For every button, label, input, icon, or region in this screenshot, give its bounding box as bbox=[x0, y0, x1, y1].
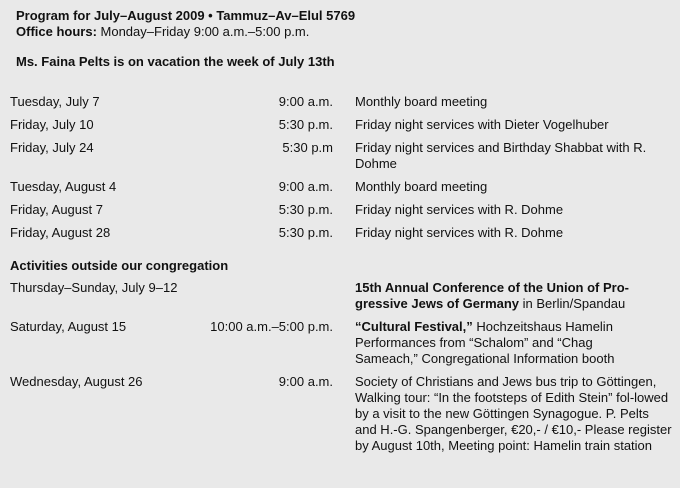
office-hours-label: Office hours: bbox=[16, 24, 97, 39]
outside-description-rest: Hochzeitshaus Hamelin Performances from “Schalom” and “Chag Sameach,” Congregational Information booth bbox=[355, 319, 615, 366]
event-date: Friday, July 10 bbox=[10, 117, 94, 132]
event-time: 9:00 a.m. bbox=[278, 94, 333, 109]
event-description: Friday night services with R. Dohme bbox=[355, 202, 564, 217]
event-date: Friday, August 7 bbox=[10, 202, 103, 217]
office-hours-value: Monday–Friday 9:00 a.m.–5:00 p.m. bbox=[96, 24, 310, 39]
outside-date: Wednesday, August 26 bbox=[10, 374, 143, 389]
outside-description-bold: 15th Annual Conference of the Union of Pro-gressive Jews of Germany bbox=[355, 280, 629, 311]
event-time: 5:30 p.m. bbox=[278, 202, 333, 217]
outside-description-rest: in Berlin/Spandau bbox=[519, 296, 626, 311]
program-title: Program for July–August 2009 • Tammuz–Av–Elul 5769 bbox=[16, 8, 356, 23]
outside-activities-heading: Activities outside our congregation bbox=[10, 258, 229, 273]
outside-time: 10:00 a.m.–5:00 p.m. bbox=[210, 319, 333, 334]
event-date: Friday, July 24 bbox=[10, 140, 94, 155]
outside-description bbox=[355, 280, 650, 312]
outside-description bbox=[355, 374, 673, 454]
outside-description bbox=[355, 319, 645, 367]
event-date: Friday, August 28 bbox=[10, 225, 111, 240]
event-description: Friday night services with R. Dohme bbox=[355, 225, 564, 240]
office-hours bbox=[16, 24, 309, 40]
outside-date: Thursday–Sunday, July 9–12 bbox=[10, 280, 178, 295]
event-description: Monthly board meeting bbox=[355, 94, 488, 109]
vacation-notice: Ms. Faina Pelts is on vacation the week of July 13th bbox=[16, 54, 335, 69]
outside-date: Saturday, August 15 bbox=[10, 319, 127, 334]
event-time: 5:30 p.m bbox=[282, 140, 333, 155]
event-time: 5:30 p.m. bbox=[278, 225, 333, 240]
outside-time: 9:00 a.m. bbox=[278, 374, 333, 389]
event-description: Friday night services and Birthday Shabbat with R. Dohme bbox=[355, 140, 647, 171]
event-time: 5:30 p.m. bbox=[278, 117, 333, 132]
event-date: Tuesday, July 7 bbox=[10, 94, 100, 109]
event-time: 9:00 a.m. bbox=[278, 179, 333, 194]
event-date: Tuesday, August 4 bbox=[10, 179, 117, 194]
outside-description-bold: “Cultural Festival,” bbox=[355, 319, 473, 334]
outside-description-rest: Society of Christians and Jews bus trip to Göttingen, Walking tour: “In the footsteps of Edith Stein” fol-lowed by a visit to the new Göttingen Synagogue. P. Pelts and H.-G. Spangenberger, €20,- / €10,- Please register by August 10th, Meeting point: Hamelin train station bbox=[355, 374, 672, 453]
event-description: Friday night services with Dieter Vogelhuber bbox=[355, 117, 609, 132]
event-description: Monthly board meeting bbox=[355, 179, 488, 194]
